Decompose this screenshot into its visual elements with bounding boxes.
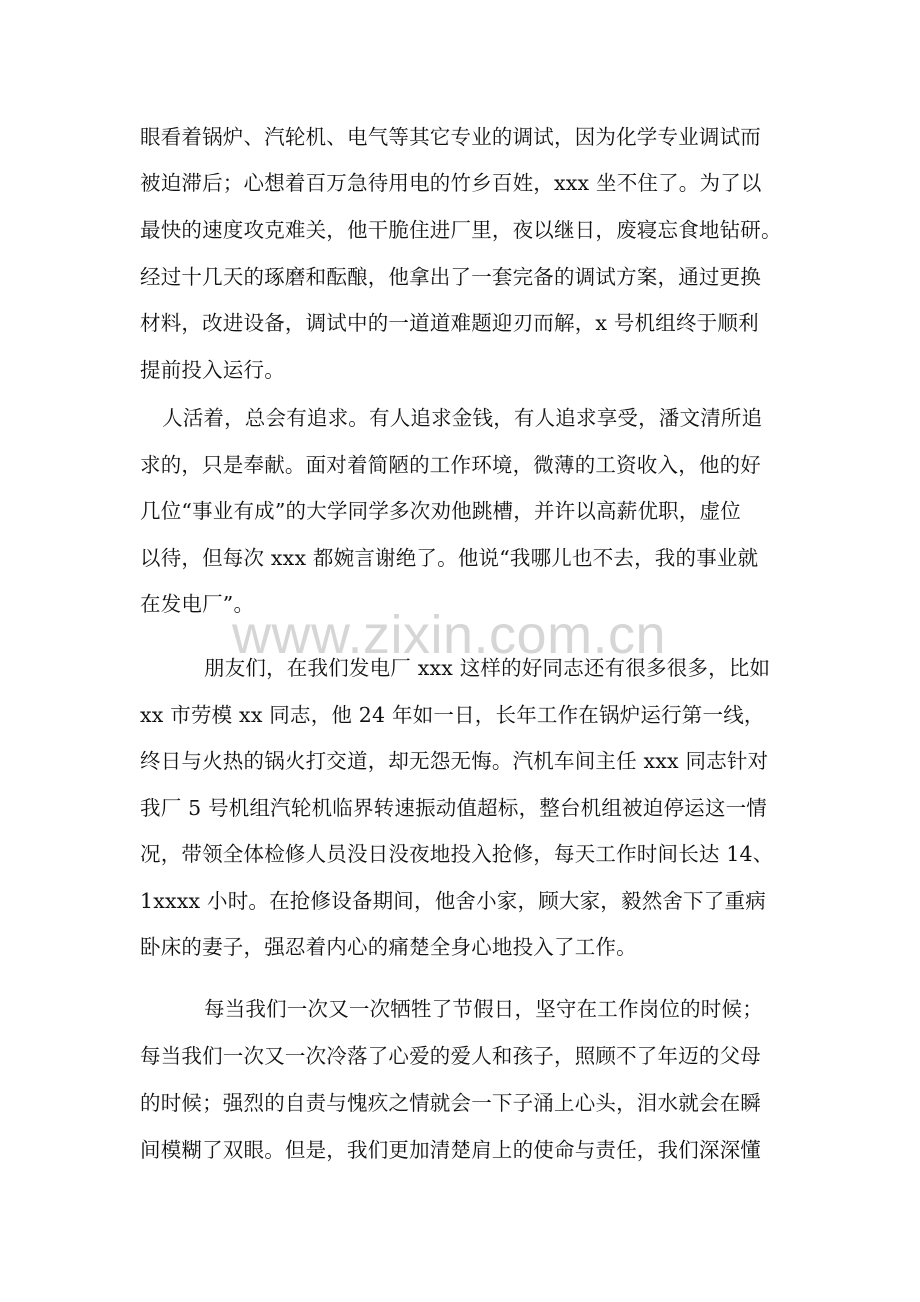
watermark: www.zixin.com.cn [232, 605, 667, 665]
text-line-9: 几位“事业有成”的大学同学多次劝他跳槽，并许以高薪优职，虚位 [140, 499, 741, 523]
text-line-12: 朋友们，在我们发电厂 xxx 这样的好同志还有很多很多，比如 [204, 656, 771, 680]
text-line-21: 的时候；强烈的自责与愧疚之情就会一下子涌上心头，泪水就会在瞬 [140, 1091, 761, 1115]
text-line-10: 以待，但每次 xxx 都婉言谢绝了。他说“我哪儿也不去，我的事业就 [140, 546, 759, 570]
text-line-11: 在发电厂”。 [140, 592, 255, 616]
text-line-22: 间模糊了双眼。但是，我们更加清楚肩上的使命与责任，我们深深懂 [140, 1138, 761, 1162]
text-line-20: 每当我们一次又一次冷落了心爱的爱人和孩子，照顾不了年迈的父母 [140, 1044, 761, 1068]
text-line-15: 我厂 5 号机组汽轮机临界转速振动值超标，整台机组被迫停运这一情 [140, 796, 767, 820]
text-line-16: 况，带领全体检修人员没日没夜地投入抢修，每天工作时间长达 14、 [140, 842, 774, 866]
text-line-6: 提前投入运行。 [140, 358, 285, 382]
text-line-3: 最快的速度攻克难关，他干脆住进厂里，夜以继日，废寝忘食地钻研。 [140, 218, 782, 242]
text-line-7: 人活着，总会有追求。有人追求金钱，有人追求享受，潘文清所追 [162, 406, 763, 430]
text-line-8: 求的，只是奉献。面对着简陋的工作环境，微薄的工资收入，他的好 [140, 453, 761, 477]
text-line-1: 眼看着锅炉、汽轮机、电气等其它专业的调试，因为化学专业调试而 [140, 125, 761, 149]
text-line-2: 被迫滞后；心想着百万急待用电的竹乡百姓，xxx 坐不住了。为了以 [140, 171, 762, 195]
text-line-19: 每当我们一次又一次牺牲了节假日，坚守在工作岗位的时候； [204, 997, 763, 1021]
text-line-13: xx 市劳模 xx 同志，他 24 年如一日，长年工作在锅炉运行第一线， [140, 703, 765, 727]
text-line-14: 终日与火热的锅火打交道，却无怨无悔。汽机车间主任 xxx 同志针对 [140, 749, 769, 773]
text-line-5: 材料，改进设备，调试中的一道道难题迎刃而解，x 号机组终于顺利 [140, 311, 759, 335]
text-line-4: 经过十几天的琢磨和酝酿，他拿出了一套完备的调试方案，通过更换 [140, 265, 761, 289]
text-line-18: 卧床的妻子，强忍着内心的痛楚全身心地投入了工作。 [140, 935, 637, 959]
text-line-17: 1xxxx 小时。在抢修设备期间，他舍小家，顾大家，毅然舍下了重病 [140, 889, 766, 913]
